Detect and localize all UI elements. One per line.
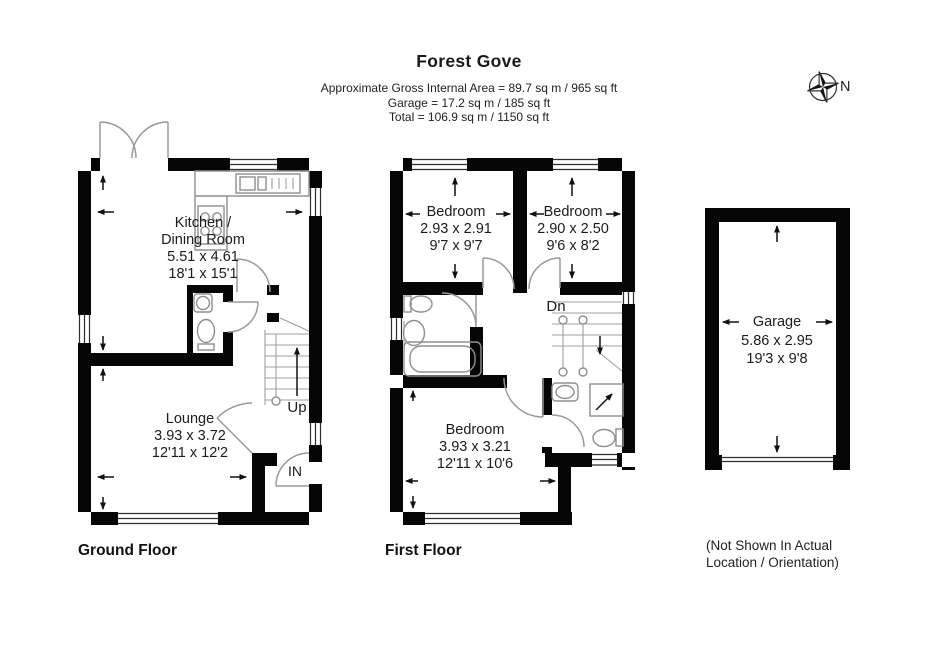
room-label-kitchen-dining: Kitchen / Dining Room 5.51 x 4.61 18'1 x 15'1 [161,215,245,282]
header-garage-line: Garage = 17.2 sq m / 185 sq ft [387,95,551,110]
shower-room-door [552,415,584,447]
shower-room-toilet-fixture [593,429,623,447]
room-label-bedroom-front-left: Bedroom 2.93 x 2.91 9'7 x 9'7 [420,204,492,254]
room-label-lounge: Lounge 3.93 x 3.72 12'11 x 12'2 [151,411,229,461]
stairs-down-label: Dn [546,298,566,315]
north-label: N [840,79,851,95]
header-area-line: Approximate Gross Internal Area = 89.7 sq m / 965 sq ft [320,81,618,95]
shower-sink-fixture [552,383,578,401]
stairs-up [265,318,309,405]
ground-floor-plan [78,122,322,525]
bedroom-rear-door [504,378,543,417]
garage-door-line [722,458,833,462]
wc-sink-fixture [194,294,212,312]
bedroom-front-right-door [529,258,560,289]
header-total-line: Total = 106.9 sq m / 1150 sq ft [388,110,550,124]
page-title: Forest Gove [416,51,522,71]
bedroom-front-left-door [483,258,514,289]
room-label-bedroom-rear: Bedroom 3.93 x 3.21 12'11 x 10'6 [436,422,514,472]
kitchen-sink-fixture [236,174,300,193]
wc-toilet-fixture [198,320,215,351]
ground-floor-caption: Ground Floor [78,542,178,559]
header [0,51,938,125]
room-label-bedroom-front-right: Bedroom 2.90 x 2.50 9'6 x 8'2 [537,204,609,254]
shower-fixture [590,384,623,416]
bathroom-door [442,293,476,327]
bathroom-toilet-fixture [404,296,432,312]
first-floor-caption: First Floor [385,542,462,559]
wc-door [228,302,258,332]
room-label-garage: Garage 5.86 x 2.95 19'3 x 9'8 [741,314,813,367]
garage-note: (Not Shown In Actual Location / Orientation) [706,538,839,570]
french-doors [100,122,168,158]
entrance-in-label: IN [288,463,302,479]
bath-fixture [404,342,481,376]
stairs-up-label: Up [287,399,307,416]
ground-floor-walls [78,158,322,525]
